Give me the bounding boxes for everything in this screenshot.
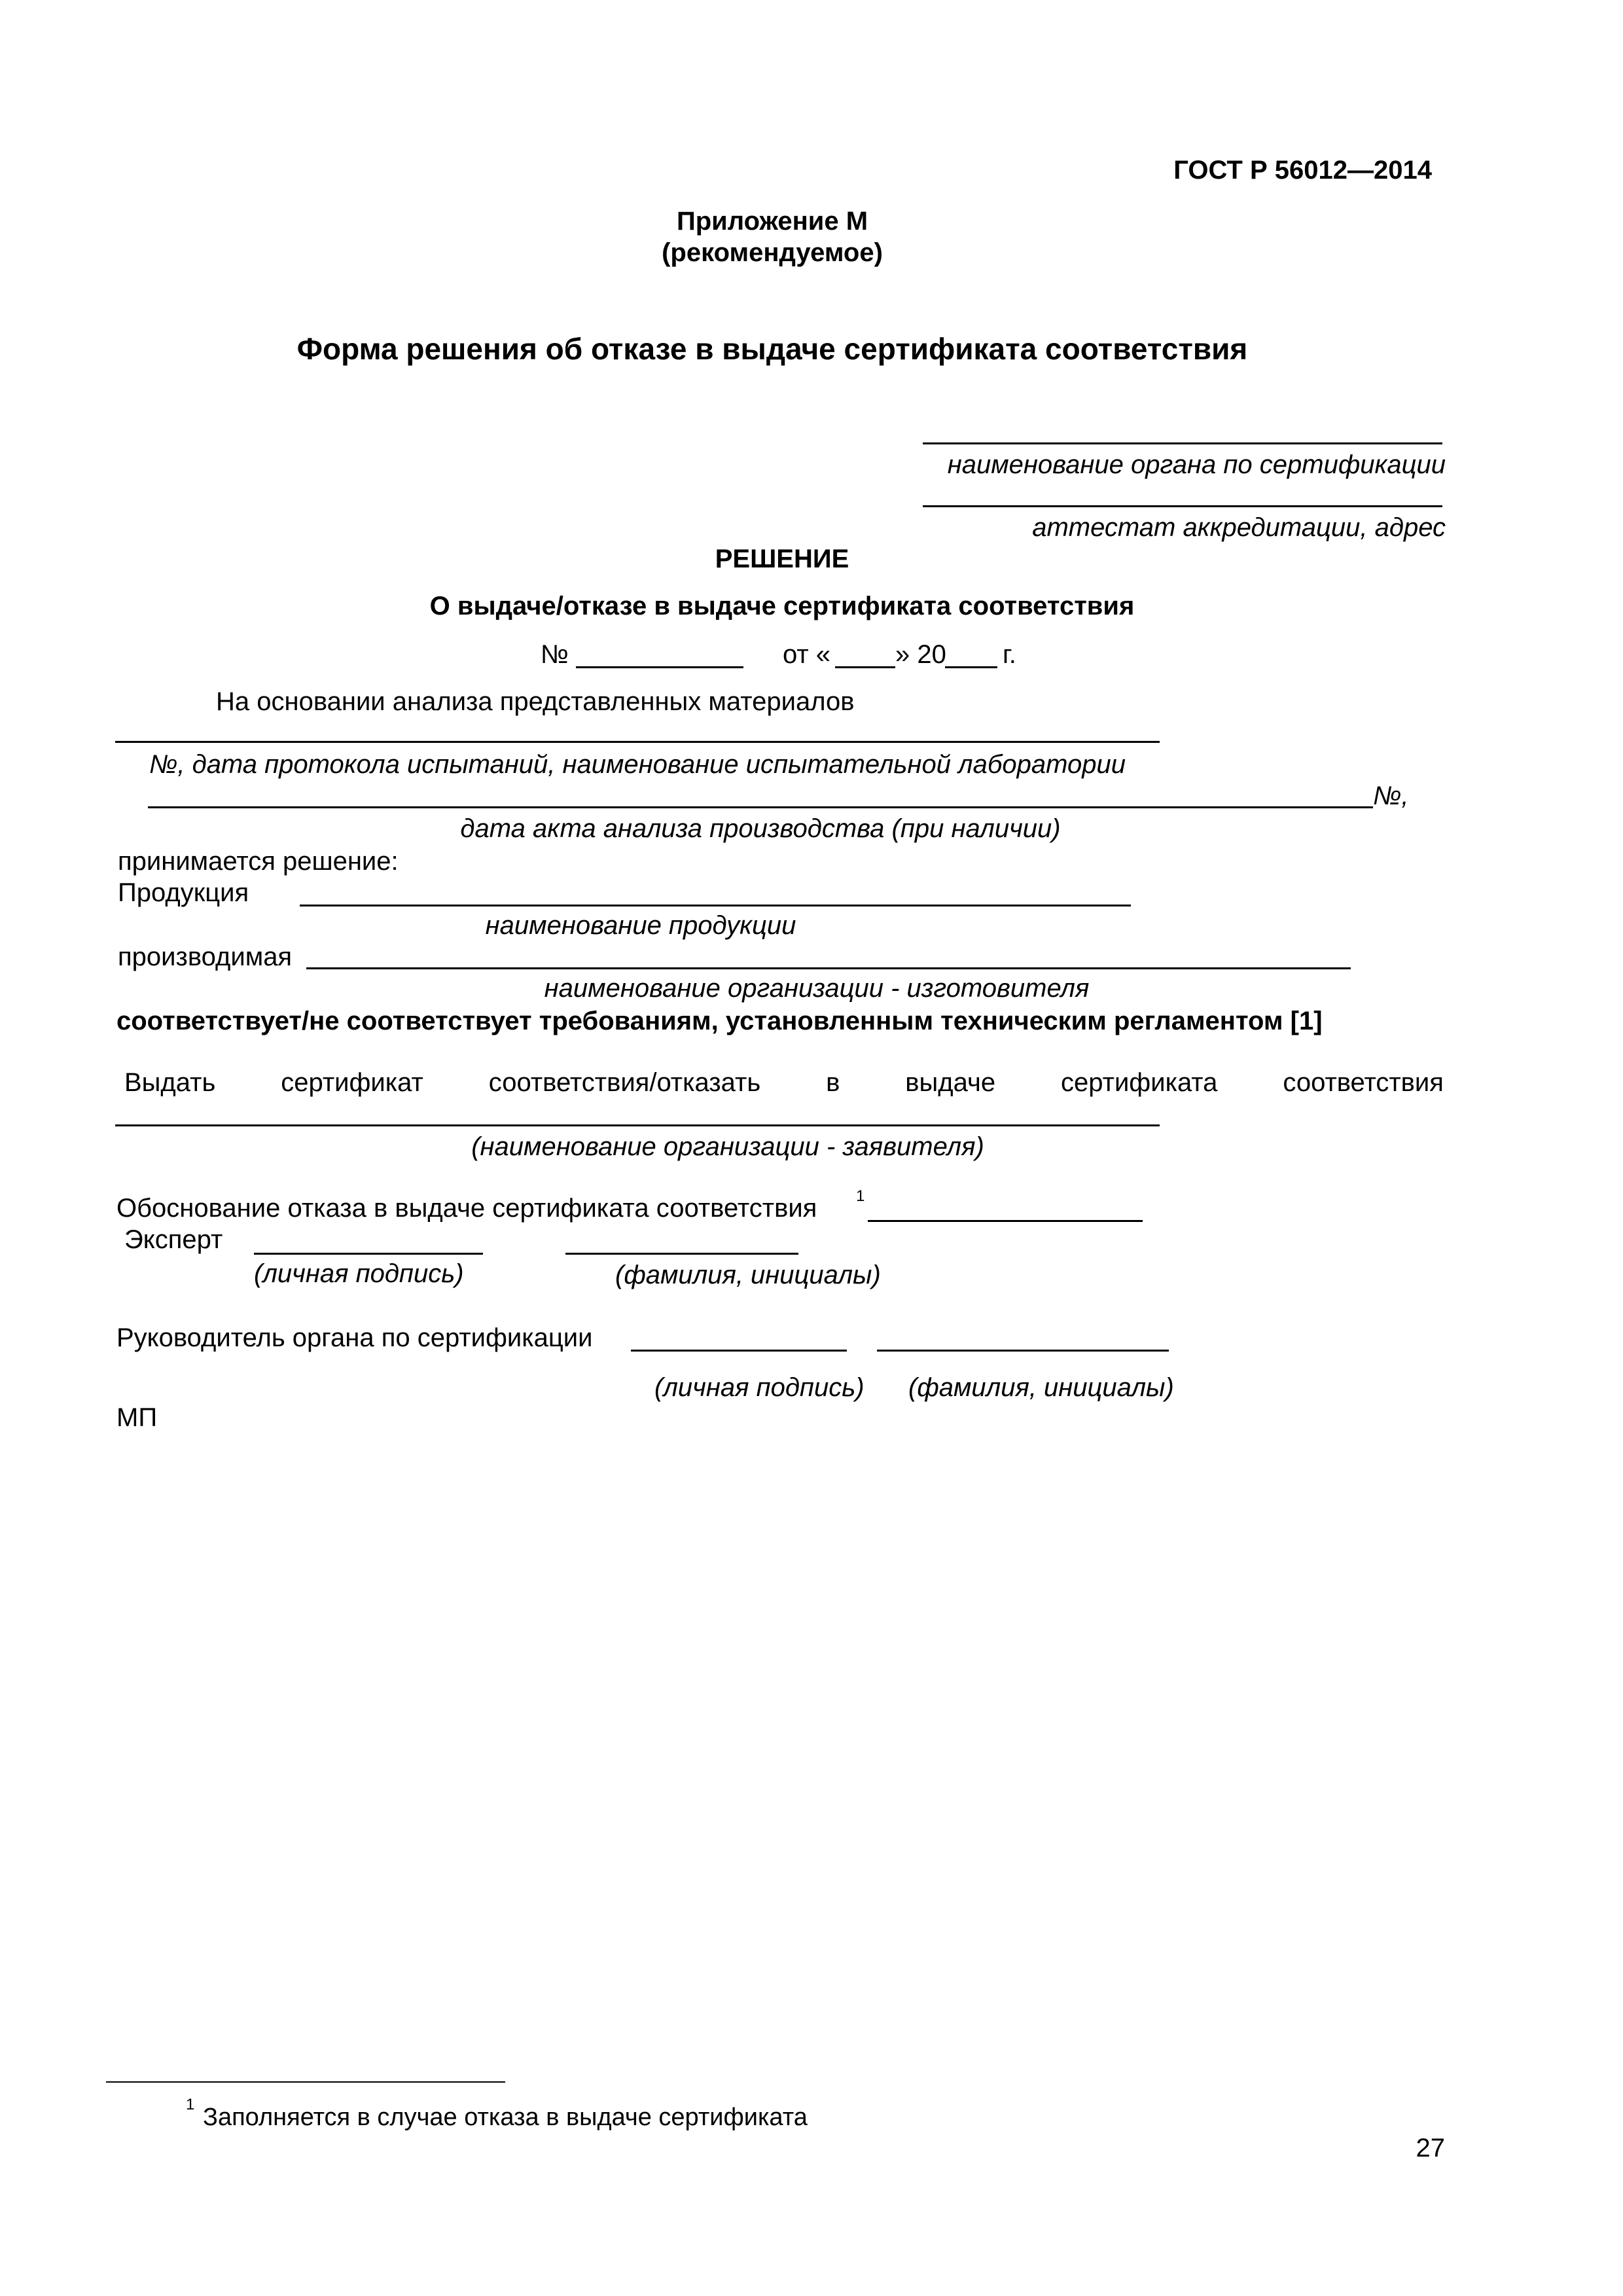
manufacturer-line [306,967,1351,969]
seal-label: МП [116,1403,158,1432]
issue-word: в [826,1068,840,1097]
protocol-caption: №, дата протокола испытаний, наименование испытательной лаборатории [149,750,1126,779]
footnote-text: Заполняется в случае отказа в выдаче сертификата [203,2104,808,2131]
footnote-mark: 1 [186,2096,195,2113]
applicant-caption: (наименование организации - заявителя) [471,1132,984,1161]
expert-name-caption: (фамилия, инициалы) [615,1261,881,1289]
appendix-type: (рекомендуемое) [662,238,883,267]
decision-made-label: принимается решение: [118,847,399,876]
compliance-text: соответствует/не соответствует требованиям, установленным техническим регламентом [1] [116,1007,1323,1035]
issue-word: соответствия/отказать [488,1068,761,1097]
cert-body-name-line [923,442,1442,444]
date-day-line [835,666,895,668]
head-name-caption: (фамилия, инициалы) [908,1373,1174,1402]
head-name-line [877,1350,1169,1352]
production-act-line [148,806,1373,808]
cert-body-name-caption: наименование органа по сертификации [947,450,1446,479]
product-line [300,905,1131,906]
product-caption: наименование продукции [485,911,796,940]
expert-signature-caption: (личная подпись) [254,1259,464,1288]
appendix-label: Приложение М [676,207,868,236]
date-year-suffix: г. [1003,640,1016,669]
issue-decision-line [124,1069,1444,1096]
issue-word: сертификат [281,1068,423,1097]
decision-heading: РЕШЕНИЕ [715,545,849,573]
date-from-label: от « [783,640,831,669]
head-signature-caption: (личная подпись) [654,1373,865,1402]
head-signature-line [631,1350,847,1352]
production-act-caption: дата акта анализа производства (при наличии) [460,814,1061,843]
standard-designation: ГОСТ Р 56012—2014 [1173,156,1432,185]
page-title: Форма решения об отказе в выдаче сертификата соответствия [296,332,1248,366]
expert-name-line [565,1253,798,1255]
protocol-line [115,741,1160,743]
decision-subheading: О выдаче/отказе в выдаче сертификата соответствия [429,592,1135,620]
expert-signature-line [254,1253,483,1255]
number-field-line [576,666,743,668]
number-suffix: №, [1373,781,1409,810]
head-label: Руководитель органа по сертификации [116,1323,593,1352]
basis-text: На основании анализа представленных материалов [216,687,855,716]
produced-label: производимая [118,942,293,971]
issue-word: сертификата [1061,1068,1218,1097]
number-label: № [541,640,569,669]
product-label: Продукция [118,878,249,907]
issue-word: выдаче [905,1068,996,1097]
refusal-reason-label: Обоснование отказа в выдаче сертификата соответствия [116,1194,817,1223]
expert-label: Эксперт [124,1225,223,1254]
accreditation-caption: аттестат аккредитации, адрес [1032,513,1446,542]
refusal-reason-line [868,1220,1143,1222]
footnote-reference: 1 [856,1187,865,1205]
applicant-line [115,1124,1160,1126]
page-number: 27 [1416,2134,1445,2162]
footnote-separator [106,2081,505,2083]
issue-word: Выдать [124,1068,216,1097]
date-year-line [945,666,997,668]
accreditation-line [923,505,1442,507]
manufacturer-caption: наименование организации - изготовителя [544,974,1090,1003]
date-mid-label: » 20 [895,640,946,669]
issue-word: соответствия [1283,1068,1444,1097]
